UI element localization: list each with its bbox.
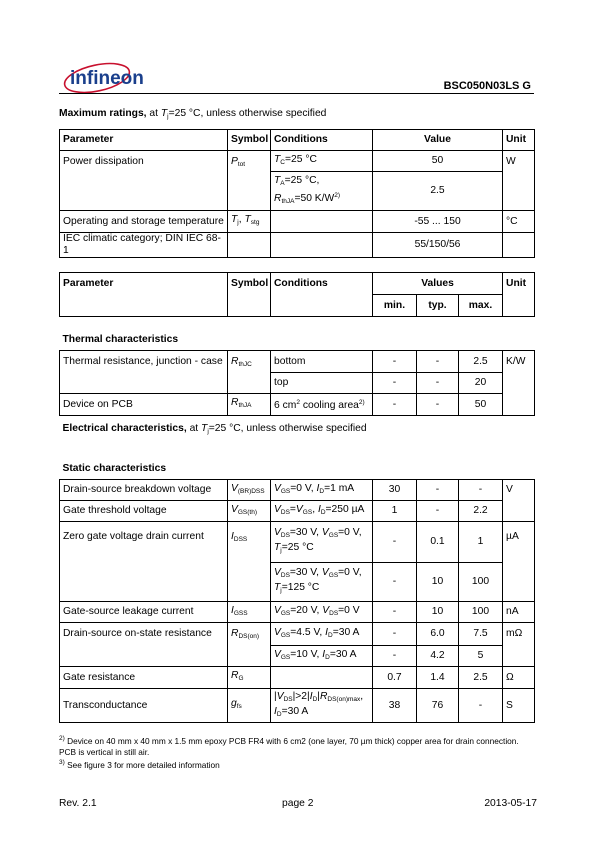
table-row: $T_A=25$ °C, $R_{thJA}=50$ $K/W^{2)}$ 2.5 [60,172,535,211]
section-row [60,416,535,446]
table-row: Thermal resistance, junction - case $R_{thJC}$ bottom - - 2.5 K/W [60,351,535,373]
page-number: page 2 [282,798,314,809]
footnote-2: $^{2)}$ Device on 40 mm x 40 mm x 1.5 mm epoxy PCB FR4 with 6 cm2 (one layer, 70 µm thick) copper area for drain connection. PCB is vertical in still air. [59,735,519,757]
table-row: Zero gate voltage drain current $I_{DSS}$ $V_{DS}=30$ V, $V_{GS}=0$ V, $T_j=25$ °C - 0.1 1 µA [60,522,535,563]
section-row [60,317,535,351]
table-row: IEC climatic category; DIN IEC 68-1 55/150/56 [60,233,535,258]
table-row: Gate threshold voltage $V_{GS(th)}$ $V_{DS}=V_{GS}$, $I_D=250$ µA 1 - 2.2 [60,501,535,522]
thermal-title: Thermal characteristics [62,334,179,345]
header-rule [59,93,534,94]
table-row: Operating and storage temperature $T_j$, $T_{stg}$ -55 ... 150 °C [60,211,535,233]
table-row: Drain-source on-state resistance $R_{DS(on)}$ $V_{GS}=4.5$ V, $I_D=30$ A - 6.0 7.5 mΩ [60,623,535,646]
table-row: Device on PCB $R_{thJA}$ 6 $cm^2$ cooling area$^{2)}$ - - 50 [60,394,535,416]
table-header-row: Parameter Symbol Conditions Values Unit [60,273,535,295]
table-row: top - - 20 [60,373,535,394]
max-ratings-table [59,129,535,258]
table-header-row: Parameter Symbol Conditions Value Unit [60,130,535,151]
part-number: BSC050N03LS G [443,80,531,92]
section-row [60,446,535,480]
svg-text:infineon: infineon [70,68,144,89]
table-row: Gate-source leakage current $I_{GSS}$ $V_{GS}=20$ V, $V_{DS}=0$ V - 10 100 nA [60,602,535,623]
table-subheader-row: min. typ. max. [60,295,535,317]
max-ratings-title: Maximum ratings, at $T_j=25$ °C, unless otherwise specified [59,108,327,120]
characteristics-table [59,272,535,723]
table-row: $V_{DS}=30$ V, $V_{GS}=0$ V, $T_j=125$ °C - 10 100 [60,563,535,602]
table-row: $V_{GS}=10$ V, $I_D=30$ A - 4.2 5 [60,646,535,667]
table-row: Transconductance $g_{fs}$ $|V_{DS}|>2|I_D|R_{DS(on)max}$, $I_D=30$ A 38 76 - S [60,689,535,723]
table-row: Gate resistance $R_G$ 0.7 1.4 2.5 Ω [60,667,535,689]
date: 2013-05-17 [484,798,537,809]
table-row: Drain-source breakdown voltage $V_{(BR)DSS}$ $V_{GS}=0$ V, $I_D=1$ mA 30 - - V [60,480,535,501]
footnote-3: $^{3)}$ See figure 3 for more detailed information [59,759,220,770]
infineon-logo [62,58,152,96]
table-row: Power dissipation $P_{tot}$ $T_C=25$ °C 50 W [60,151,535,172]
static-title: Static characteristics [62,463,167,474]
electrical-title: Electrical characteristics, at $T_j=25$ °C, unless otherwise specified [62,423,367,436]
revision: Rev. 2.1 [59,798,97,809]
